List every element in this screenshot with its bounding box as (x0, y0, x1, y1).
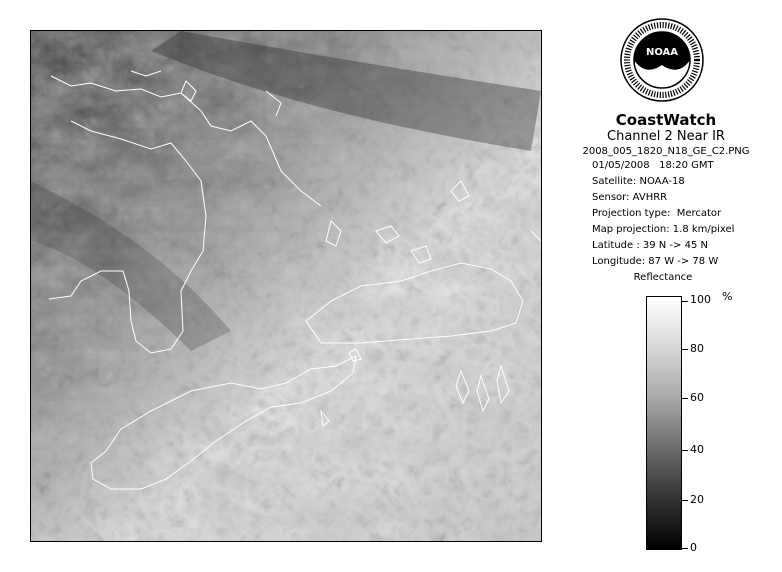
projection-type: Projection type: Mercator (592, 208, 722, 219)
header-info (556, 112, 776, 159)
colorbar-tick-label: 40 (690, 443, 704, 456)
colorbar-tick-label: 80 (690, 342, 704, 355)
colorbar-tick-label: 0 (690, 541, 697, 554)
colorbar-tick-label: 100 (690, 293, 711, 306)
colorbar-tick (682, 450, 688, 451)
reflectance-colorbar (646, 296, 682, 550)
colorbar-tick (682, 398, 688, 399)
date-time: 01/05/2008 18:20 GMT (592, 160, 714, 171)
filename: 2008_005_1820_N18_GE_C2.PNG (582, 146, 750, 157)
longitude-range: Longitude: 87 W -> 78 W (592, 256, 719, 267)
product-title: CoastWatch (615, 111, 717, 129)
colorbar-tick (682, 548, 688, 549)
colorbar-tick-label: 60 (690, 391, 704, 404)
colorbar-title: Reflectance (633, 272, 693, 283)
colorbar-tick (682, 500, 688, 501)
colorbar-tick (682, 301, 688, 302)
satellite-label: Satellite: NOAA-18 (592, 176, 685, 187)
satellite-scene (31, 31, 541, 541)
satellite-image (30, 30, 542, 542)
colorbar-tick-label: 20 (690, 493, 704, 506)
channel-subtitle: Channel 2 Near IR (607, 129, 725, 144)
colorbar-unit: % (722, 290, 733, 303)
metadata-block (592, 158, 734, 270)
noaa-logo (620, 18, 704, 102)
colorbar-tick (682, 349, 688, 350)
map-projection: Map projection: 1.8 km/pixel (592, 224, 735, 235)
sensor-label: Sensor: AVHRR (592, 192, 668, 203)
svg-text:NOAA: NOAA (645, 47, 679, 58)
latitude-range: Latitude : 39 N -> 45 N (592, 240, 708, 251)
